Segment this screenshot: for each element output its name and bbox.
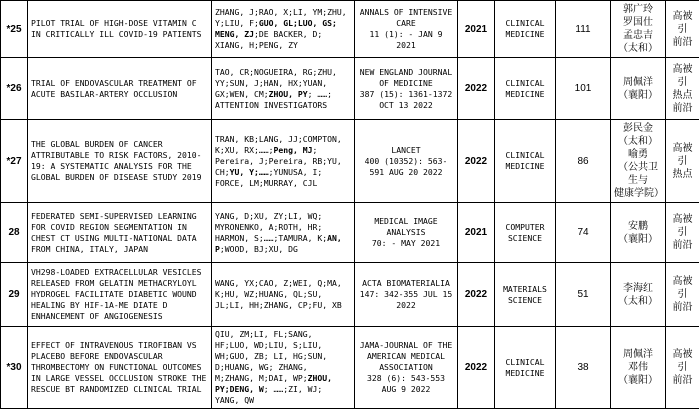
author-text: ;DE BACKER, D; XIANG, H;PENG, ZY	[215, 29, 322, 50]
affiliation-line: （太和）	[614, 295, 662, 308]
journal-info	[355, 327, 458, 409]
author-list	[212, 263, 355, 327]
author-text: ; ……;ZI, WJ; YANG, QW	[215, 384, 322, 405]
paper-title: FEDERATED SEMI-SUPERVISED LEARNING FOR COVID REGION SEGMENTATION IN CHEST CT USING MULTI-NATIONAL DATA FROM CHINA, ITALY, JAPAN	[28, 203, 212, 263]
citation-count: 51	[556, 263, 611, 327]
table-row	[1, 58, 699, 120]
field-line: MEDICINE	[498, 368, 552, 379]
publication-year: 2021	[458, 1, 495, 58]
status-line: 前沿	[669, 301, 696, 314]
journal-line: ANALYSIS	[358, 227, 454, 238]
highlighted-author: AN, P	[215, 233, 342, 254]
affiliation-line: 李海红	[614, 282, 662, 295]
journal-line: AMERICAN MEDICAL	[358, 351, 454, 362]
table-row	[1, 203, 699, 263]
field-line: SCIENCE	[498, 295, 552, 306]
table-row	[1, 263, 699, 327]
publication-year: 2022	[458, 120, 495, 203]
field-line: MATERIALS	[498, 284, 552, 295]
paper-status	[666, 203, 699, 263]
field-line: COMPUTER	[498, 222, 552, 233]
affiliation-line: 郭广玲	[614, 3, 662, 16]
field-line: CLINICAL	[498, 18, 552, 29]
journal-info	[355, 263, 458, 327]
affiliation-line: 邓伟	[614, 361, 662, 374]
paper-title: THE GLOBAL BURDEN OF CANCER ATTRIBUTABLE TO RISK FACTORS, 2010-19: A SYSTEMATIC ANALYSIS FOR THE GLOBAL BURDEN OF DISEASE STUDY 2019	[28, 120, 212, 203]
affiliation-line: 彭民金	[614, 122, 662, 135]
row-number: 29	[1, 263, 28, 327]
author-text: TAO, CR;NOGUEIRA, RG;ZHU, YY;SUN, J;HAN, HX;YUAN, GX;WEN, CM;	[215, 67, 337, 99]
affiliation-line: 安鹏	[614, 220, 662, 233]
author-list	[212, 203, 355, 263]
paper-title: EFFECT OF INTRAVENOUS TIROFIBAN VS PLACEBO BEFORE ENDOVASCULAR THROMBECTOMY ON FUNCTIONAL OUTCOMES IN LARGE VESSEL OCCLUSION STROKE THE RESCUE BT RANDOMIZED CLINICAL TRIAL	[28, 327, 212, 409]
journal-line: 328 (6): 543-553	[358, 373, 454, 384]
journal-line: OF MEDICINE	[358, 78, 454, 89]
status-line: 热点	[669, 89, 696, 102]
journal-line: 70: - MAY 2021	[358, 238, 454, 249]
affiliation-line: 周佩洋	[614, 348, 662, 361]
affiliation-line: 周佩洋	[614, 76, 662, 89]
paper-title: TRIAL OF ENDOVASCULAR TREATMENT OF ACUTE BASILAR-ARTERY OCCLUSION	[28, 58, 212, 120]
highlighted-author: Peng, MJ	[273, 145, 312, 155]
paper-status	[666, 1, 699, 58]
author-text: TRAN, KB;LANG, JJ;COMPTON, K;XU, RX;……;	[215, 134, 342, 155]
table-row	[1, 1, 699, 58]
affiliation-line: 罗国仕	[614, 16, 662, 29]
journal-line: ASSOCIATION	[358, 362, 454, 373]
author-text: ;YUNUSA, I; FORCE, LM;MURRAY, CJL	[215, 167, 322, 188]
table-body	[1, 1, 699, 409]
journal-line: ANNALS OF INTENSIVE	[358, 7, 454, 18]
citation-count: 86	[556, 120, 611, 203]
journal-line: OCT 13 2022	[358, 100, 454, 111]
citation-count: 111	[556, 1, 611, 58]
author-text: ZHANG, J;RAO, X;LI, YM;ZHU, Y;LIU, F;	[215, 7, 347, 28]
publication-year: 2022	[458, 58, 495, 120]
row-number: *26	[1, 58, 28, 120]
journal-line: 11 (1): - JAN 9	[358, 29, 454, 40]
paper-title: PILOT TRIAL OF HIGH-DOSE VITAMIN C IN CRITICALLY ILL COVID-19 PATIENTS	[28, 1, 212, 58]
status-line: 高被引	[669, 348, 696, 374]
field-line: MEDICINE	[498, 89, 552, 100]
affiliation-line: （襄阳）	[614, 233, 662, 246]
journal-line: 387 (15): 1361-1372	[358, 89, 454, 100]
status-line: 前沿	[669, 239, 696, 252]
journal-line: MEDICAL IMAGE	[358, 216, 454, 227]
author-text: ; Pereira, J;Pereira, RB;YU, CH;	[215, 145, 342, 177]
research-field	[495, 58, 556, 120]
paper-status	[666, 263, 699, 327]
affiliation	[611, 1, 666, 58]
affiliation	[611, 327, 666, 409]
affiliation-line: （太和）	[614, 135, 662, 148]
author-text: WANG, YX;CAO, Z;WEI, Q;MA, K;HU, WZ;HUANG, QL;SU, JL;LI, HH;ZHANG, CP;FU, XB	[215, 278, 342, 310]
journal-info	[355, 1, 458, 58]
field-line: CLINICAL	[498, 150, 552, 161]
journal-info	[355, 120, 458, 203]
journal-line: AUG 9 2022	[358, 384, 454, 395]
status-line: 前沿	[669, 36, 696, 49]
affiliation	[611, 120, 666, 203]
research-field	[495, 120, 556, 203]
journal-line: 147: 342-355 JUL 15	[358, 289, 454, 300]
row-number: *27	[1, 120, 28, 203]
author-text: YANG, D;XU, ZY;LI, WQ; MYRONENKO, A;ROTH, HR; HARMON, S;……;TAMURA, K;	[215, 211, 327, 243]
journal-info	[355, 58, 458, 120]
publication-year: 2022	[458, 327, 495, 409]
citation-count: 101	[556, 58, 611, 120]
publication-year: 2022	[458, 263, 495, 327]
highlighted-author: YU, Y;……	[230, 167, 269, 177]
citation-count: 38	[556, 327, 611, 409]
journal-line: 591 AUG 20 2022	[358, 167, 454, 178]
journal-info	[355, 203, 458, 263]
author-text: ;WOOD, BJ;XU, DG	[220, 244, 298, 254]
status-line: 前沿	[669, 374, 696, 387]
author-list	[212, 1, 355, 58]
author-list	[212, 58, 355, 120]
journal-line: LANCET	[358, 145, 454, 156]
field-line: MEDICINE	[498, 29, 552, 40]
journal-line: ACTA BIOMATERIALIA	[358, 278, 454, 289]
journal-line: JAMA-JOURNAL OF THE	[358, 340, 454, 351]
row-number: *25	[1, 1, 28, 58]
journal-line: CARE	[358, 18, 454, 29]
affiliation	[611, 58, 666, 120]
highlighted-author: ZHOU, PY	[269, 89, 308, 99]
affiliation	[611, 263, 666, 327]
field-line: SCIENCE	[498, 233, 552, 244]
journal-line: 2021	[358, 40, 454, 51]
affiliation-line: 孟忠吉（太和）	[614, 29, 662, 55]
affiliation-line: （公共卫生与	[614, 161, 662, 187]
journal-line: 2022	[358, 300, 454, 311]
status-line: 高被引	[669, 142, 696, 168]
research-field	[495, 327, 556, 409]
research-field	[495, 263, 556, 327]
field-line: CLINICAL	[498, 78, 552, 89]
journal-line: NEW ENGLAND JOURNAL	[358, 67, 454, 78]
affiliation-line: 健康学院）	[614, 187, 662, 200]
publication-year: 2021	[458, 203, 495, 263]
citation-count: 74	[556, 203, 611, 263]
author-list	[212, 327, 355, 409]
author-text: ; ……; ATTENTION INVESTIGATORS	[215, 89, 332, 110]
status-line: 高被引	[669, 275, 696, 301]
paper-status	[666, 327, 699, 409]
table-row	[1, 327, 699, 409]
status-line: 前沿	[669, 102, 696, 115]
status-line: 高被引	[669, 10, 696, 36]
field-line: CLINICAL	[498, 357, 552, 368]
highlighted-author: ZHOU, PY;DENG, W	[215, 373, 332, 394]
row-number: *30	[1, 327, 28, 409]
status-line: 高被引	[669, 63, 696, 89]
affiliation-line: （襄阳）	[614, 89, 662, 102]
paper-status	[666, 58, 699, 120]
affiliation	[611, 203, 666, 263]
status-line: 热点	[669, 168, 696, 181]
author-list	[212, 120, 355, 203]
status-line: 高被引	[669, 213, 696, 239]
research-field	[495, 1, 556, 58]
paper-status	[666, 120, 699, 203]
author-text: QIU, ZM;LI, FL;SANG, HF;LUO, WD;LIU, S;LIU, WH;GUO, ZB; LI, HG;SUN, D;HUANG, WG; ZHANG, M;ZHANG, M;DAI, WP;	[215, 329, 327, 383]
field-line: MEDICINE	[498, 161, 552, 172]
highlighted-author: GUO, GL;LUO, GS; MENG, ZJ	[215, 18, 337, 39]
research-field	[495, 203, 556, 263]
affiliation-line: （襄阳）	[614, 374, 662, 387]
row-number: 28	[1, 203, 28, 263]
table-row	[1, 120, 699, 203]
journal-line: 400 (10352): 563-	[358, 156, 454, 167]
affiliation-line: 喻勇	[614, 148, 662, 161]
paper-title: VH298-LOADED EXTRACELLULAR VESICLES RELEASED FROM GELATIN METHACRYLOYL HYDROGEL FACILITATE DIABETIC WOUND HEALING BY HIF-1A-ME DIATE D ENHANCEMENT OF ANGIOGENESIS	[28, 263, 212, 327]
